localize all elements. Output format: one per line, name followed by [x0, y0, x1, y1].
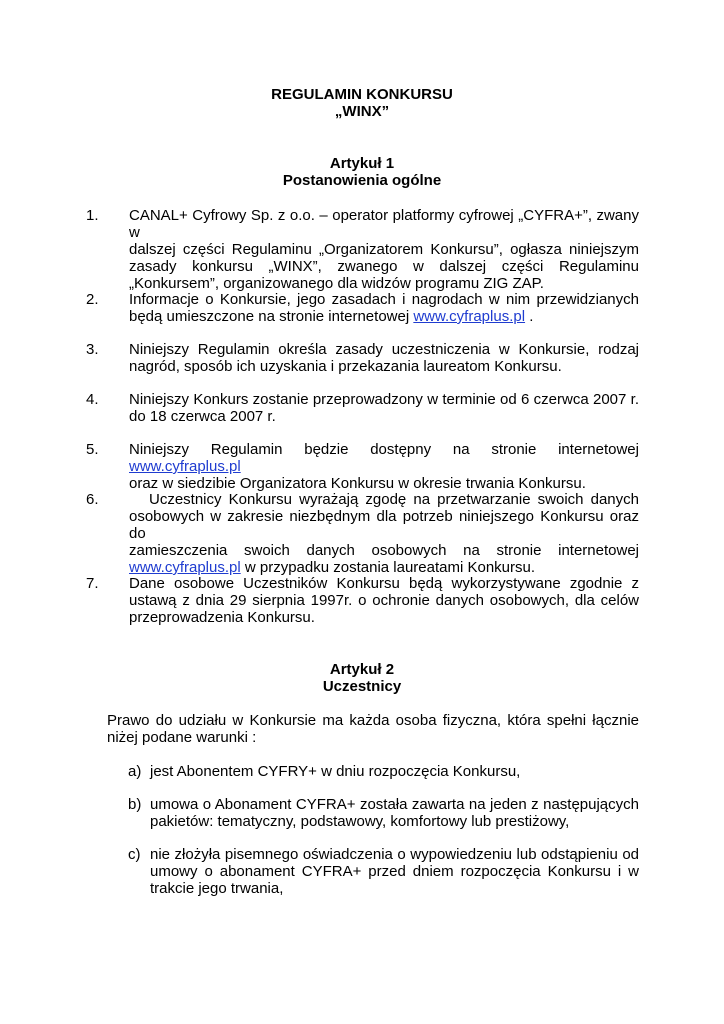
list-item-text: [129, 441, 639, 492]
list-item-3: [86, 341, 639, 375]
text-line: ustawą z dnia 29 sierpnia 1997r. o ochronie danych osobowych, dla celów: [129, 592, 639, 609]
list-item-text: [129, 341, 639, 375]
website-link[interactable]: www.cyfraplus.pl: [129, 458, 241, 475]
condition-text: [150, 763, 639, 780]
website-link[interactable]: www.cyfraplus.pl: [413, 308, 526, 325]
list-item-number: 4.: [86, 391, 99, 408]
condition-text: [150, 796, 639, 830]
list-item-number: 5.: [86, 441, 99, 458]
list-item-text: [129, 291, 639, 325]
condition-letter: c): [128, 846, 141, 863]
text-line: osobowych w zakresie niezbędnym dla potrzeb niniejszego Konkursu oraz do: [129, 508, 639, 542]
text-line: zasady konkursu „WINX”, zwanego w dalszej części Regulaminu: [129, 258, 639, 275]
text-line: trakcie jego trwania,: [150, 880, 284, 897]
text-line: niżej podane warunki :: [107, 729, 257, 746]
text-line: „Konkursem”, organizowanego dla widzów programu ZIG ZAP.: [129, 275, 544, 292]
title-line-2: „WINX”: [334, 103, 390, 120]
text-line: nie złożyła pisemnego oświadczenia o wypowiedzeniu lub odstąpieniu od: [150, 846, 639, 863]
title-line-1: REGULAMIN KONKURSU: [271, 86, 453, 103]
text-line: jest Abonentem CYFRY+ w dniu rozpoczęcia Konkursu,: [150, 763, 521, 780]
list-item-text: [129, 575, 639, 626]
article-2-number: Artykuł 2: [329, 661, 395, 678]
text-span: będą umieszczone na stronie internetowej: [129, 308, 414, 325]
text-line: nagród, sposób ich uzyskania i przekazania laureatom Konkursu.: [129, 358, 562, 375]
text-line: do 18 czerwca 2007 r.: [129, 408, 276, 425]
list-item-7: [86, 575, 639, 626]
article-2-heading: [0, 661, 724, 695]
text-line: Informacje o Konkursie, jego zasadach i nagrodach w nim przewidzianych: [129, 291, 639, 308]
text-line: umowa o Abonament CYFRA+ została zawarta na jeden z następujących: [150, 796, 639, 813]
text-line: [129, 441, 639, 475]
text-span: w przypadku zostania laureatami Konkursu.: [240, 559, 536, 576]
article-2-subheading: Uczestnicy: [322, 678, 402, 695]
text-line: przeprowadzenia Konkursu.: [129, 609, 315, 626]
condition-a: [128, 763, 639, 780]
list-item-5: [86, 441, 639, 492]
article-1-subheading: Postanowienia ogólne: [282, 172, 442, 189]
condition-letter: a): [128, 763, 142, 780]
text-line: CANAL+ Cyfrowy Sp. z o.o. – operator platformy cyfrowej „CYFRA+”, zwany w: [129, 207, 639, 241]
text-line: umowy o abonament CYFRA+ przed dniem rozpoczęcia Konkursu i w: [150, 863, 639, 880]
text-line: Dane osobowe Uczestników Konkursu będą wykorzystywane zgodnie z: [129, 575, 639, 592]
list-item-number: 3.: [86, 341, 99, 358]
list-item-number: 2.: [86, 291, 99, 308]
list-item-number: 6.: [86, 491, 99, 508]
condition-c: [128, 846, 639, 897]
list-item-text: [129, 491, 639, 576]
document-title: [0, 86, 724, 120]
condition-text: [150, 846, 639, 897]
text-line: [129, 308, 639, 325]
list-item-1: [86, 207, 639, 292]
text-line: Niniejszy Regulamin określa zasady uczestniczenia w Konkursie, rodzaj: [129, 341, 639, 358]
text-line: oraz w siedzibie Organizatora Konkursu w okresie trwania Konkursu.: [129, 475, 586, 492]
list-item-6: [86, 491, 639, 576]
text-span: Niniejszy Regulamin będzie dostępny na stronie internetowej: [129, 441, 639, 458]
list-item-number: 1.: [86, 207, 99, 224]
article-2-intro: [107, 712, 639, 746]
text-line: Prawo do udziału w Konkursie ma każda osoba fizyczna, która spełni łącznie: [107, 712, 639, 729]
website-link[interactable]: www.cyfraplus.pl: [129, 559, 241, 576]
list-item-2: [86, 291, 639, 325]
text-span: .: [525, 308, 534, 325]
condition-b: [128, 796, 639, 830]
article-1-number: Artykuł 1: [329, 155, 395, 172]
article-1-heading: [0, 155, 724, 189]
list-item-text: [129, 207, 639, 292]
list-item-4: [86, 391, 639, 425]
condition-letter: b): [128, 796, 142, 813]
list-item-number: 7.: [86, 575, 99, 592]
list-item-text: [129, 391, 639, 425]
text-line: zamieszczenia swoich danych osobowych na stronie internetowej: [129, 542, 639, 559]
text-line: Uczestnicy Konkursu wyrażają zgodę na przetwarzanie swoich danych: [149, 491, 639, 508]
text-line: dalszej części Regulaminu „Organizatorem Konkursu”, ogłasza niniejszym: [129, 241, 639, 258]
text-line: [129, 559, 639, 576]
text-line: pakietów: tematyczny, podstawowy, komfortowy lub prestiżowy,: [150, 813, 570, 830]
text-line: Niniejszy Konkurs zostanie przeprowadzony w terminie od 6 czerwca 2007 r.: [129, 391, 639, 408]
